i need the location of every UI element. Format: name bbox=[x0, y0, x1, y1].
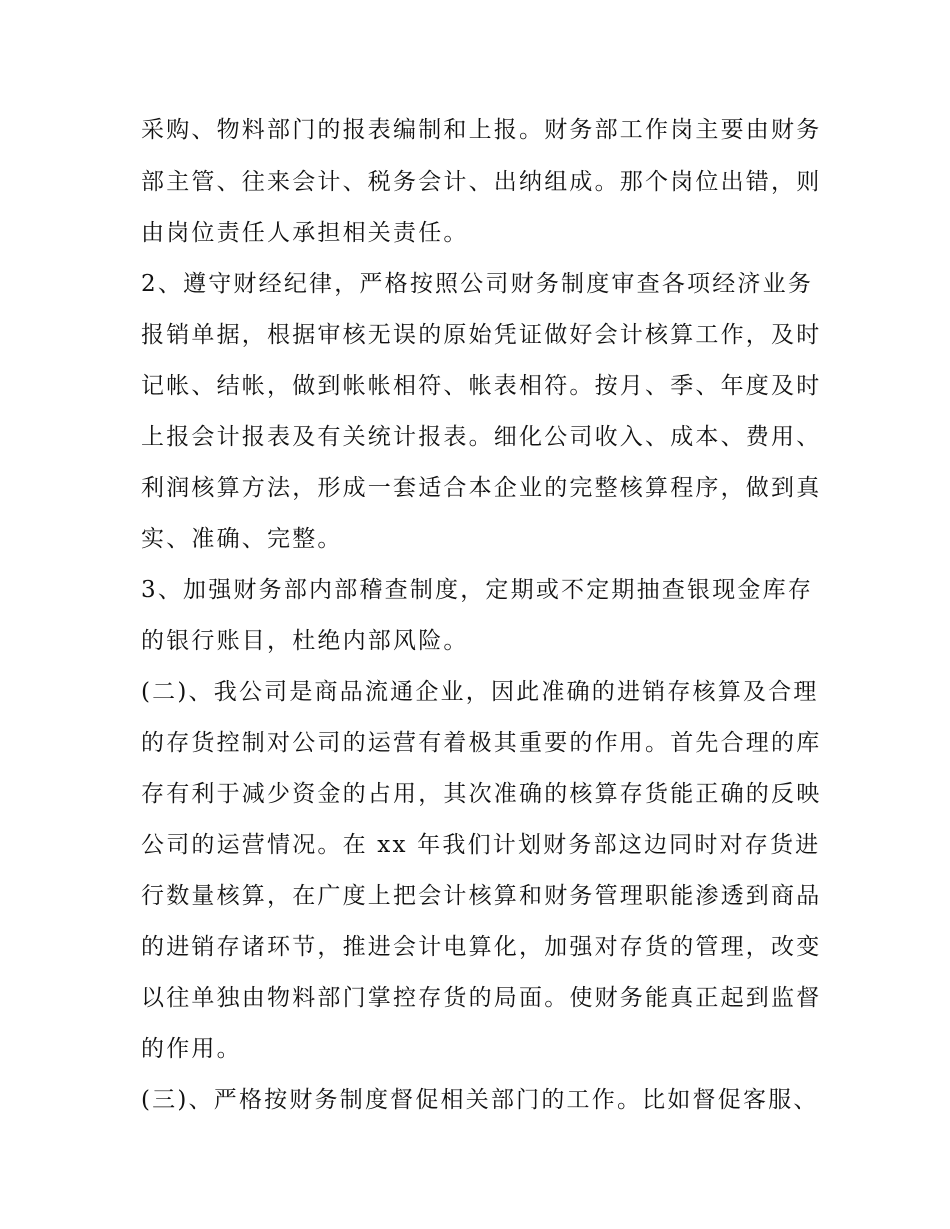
text-line: 记帐、结帐，做到帐帐相符、帐表相符。按月、季、年度及时 bbox=[141, 373, 822, 399]
text-line: (二)、我公司是商品流通企业，因此准确的进销存核算及合理 bbox=[141, 679, 819, 705]
text-line: 采购、物料部门的报表编制和上报。财务部工作岗主要由财务 bbox=[141, 117, 822, 143]
text-line: 公司的运营情况。在 xx 年我们计划财务部这边同时对存货进 bbox=[141, 832, 821, 858]
text-line: 存有利于减少资金的占用，其次准确的核算存货能正确的反映 bbox=[141, 781, 822, 807]
text-line: 利润核算方法，形成一套适合本企业的完整核算程序，做到真 bbox=[141, 475, 822, 501]
text-line: 2、遵守财经纪律，严格按照公司财务制度审查各项经济业务 bbox=[141, 271, 814, 297]
text-line: 由岗位责任人承担相关责任。 bbox=[141, 220, 469, 246]
text-line: 上报会计报表及有关统计报表。细化公司收入、成本、费用、 bbox=[141, 424, 822, 450]
text-line: 的银行账目，杜绝内部风险。 bbox=[141, 628, 469, 654]
text-line: 的存货控制对公司的运营有着极其重要的作用。首先合理的库 bbox=[141, 730, 822, 756]
text-line: (三)、严格按财务制度督促相关部门的工作。比如督促客服、 bbox=[141, 1087, 819, 1113]
text-line: 实、准确、完整。 bbox=[141, 526, 343, 552]
text-line: 报销单据，根据审核无误的原始凭证做好会计核算工作，及时 bbox=[141, 322, 822, 348]
text-line: 以往单独由物料部门掌控存货的局面。使财务能真正起到监督 bbox=[141, 985, 822, 1011]
text-line: 行数量核算，在广度上把会计核算和财务管理职能渗透到商品 bbox=[141, 883, 822, 909]
text-line: 3、加强财务部内部稽查制度，定期或不定期抽查银现金库存 bbox=[141, 577, 814, 603]
text-line: 的进销存诸环节，推进会计电算化，加强对存货的管理，改变 bbox=[141, 934, 822, 960]
text-line: 的作用。 bbox=[141, 1036, 242, 1062]
text-line: 部主管、往来会计、税务会计、出纳组成。那个岗位出错，则 bbox=[141, 169, 822, 195]
